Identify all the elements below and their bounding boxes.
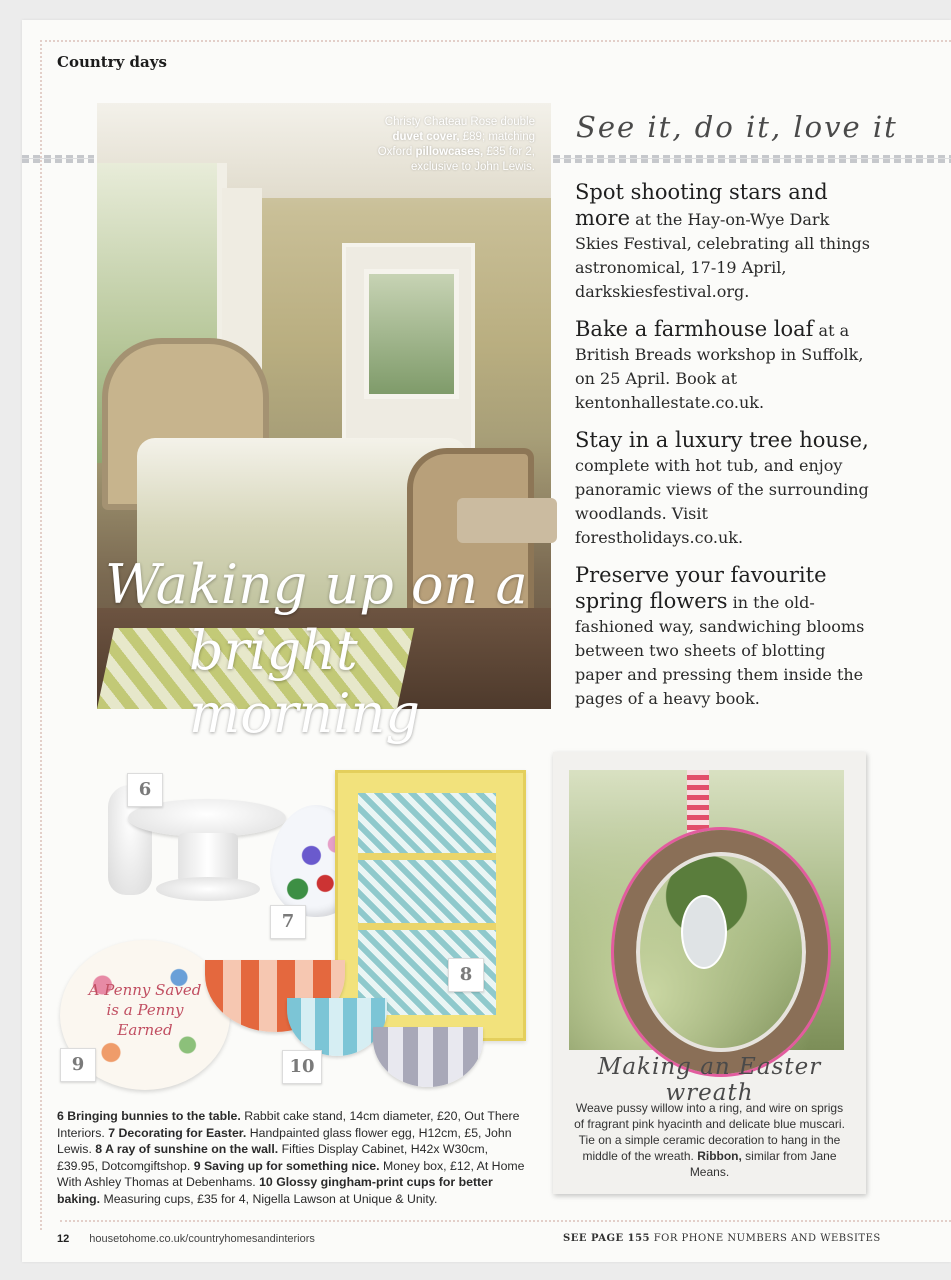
stitch-border-bottom: [60, 1220, 951, 1222]
products-caption: 6 Bringing bunnies to the table. Rabbit cake stand, 14cm diameter, £20, Out There Interiors. 7 Decorating for Easter. Handpainted glass flower egg, H12cm, £5, John Lewis. 8 A ray of sunshine on the wall. Fifties Display Cabinet, H42x W30cm, £39.95, Dotcomgiftshop. 9 Saving up for something nice. Money box, £12, At Home With Ashley Thomas at Debenhams. 10 Glossy gingham-print cups for better baking. Measuring cups, £35 for 4, Nigella Lawson at Unique & Unity.: [57, 1109, 525, 1206]
stitch-border-top: [40, 40, 951, 42]
product-number-tag: 9: [60, 1048, 96, 1082]
script-title-line1: Waking up on a: [105, 553, 528, 616]
see-it-heading: See it, do it, love it: [576, 110, 898, 144]
wreath-polaroid: [553, 752, 866, 1194]
product-number-tag: 10: [282, 1050, 322, 1084]
see-it-item: Preserve your favourite spring flowers in the old-fashioned way, sandwiching blooms between two sheets of blotting paper and pressing them inside the pages of a heavy book.: [575, 563, 865, 708]
measuring-cup: [373, 1027, 483, 1087]
photo-door: [342, 243, 475, 461]
see-it-item: Stay in a luxury tree house, complete with hot tub, and enjoy panoramic views of the surrounding woodlands. Visit forestholidays.co.uk.: [575, 428, 869, 547]
product-number-tag: 8: [448, 958, 484, 992]
bedroom-photo: [97, 103, 551, 745]
see-it-item: Spot shooting stars and more at the Hay-on-Wye Dark Skies Festival, celebrating all things astronomical, 17-19 April, darkskiesfestival.org.: [575, 180, 870, 301]
measuring-cup: [287, 998, 387, 1056]
footer-left: [57, 1233, 315, 1245]
wreath-title: Making an Easter wreath: [597, 1054, 822, 1106]
footer-url: housetohome.co.uk/countryhomesandinteriors: [89, 1233, 315, 1245]
wreath-text: Weave pussy willow into a ring, and wire on sprigs of fragrant pink hyacinth and delicate blue muscari. Tie on a simple ceramic decoration to hang in the middle of the wreath. Ribbon, similar from Jane Means.: [574, 1101, 845, 1179]
dash-divider-left: [22, 155, 94, 163]
product-number-tag: 6: [127, 773, 163, 807]
see-it-item: Bake a farmhouse loaf at a British Breads workshop in Suffolk, on 25 April. Book at kentonhallestate.co.uk.: [575, 317, 864, 412]
stitch-border-left: [40, 40, 42, 1230]
products-collage: [55, 765, 530, 1100]
wreath-photo: [569, 770, 844, 1050]
script-title-line2: bright morning: [189, 619, 420, 745]
product-number-tag: 7: [270, 905, 306, 939]
photo-bench: [457, 498, 557, 543]
page-number: 12: [57, 1233, 70, 1245]
photo-caption: Christy Chateau Rose double duvet cover, £89; matching Oxford pillowcases, £35 for 2, exclusive to John Lewis.: [377, 116, 535, 173]
section-label: Country days: [57, 53, 167, 71]
money-box-text: A Penny Saved is a Penny Earned: [88, 981, 202, 1039]
footer-right: SEE PAGE 155 FOR PHONE NUMBERS AND WEBSITES: [563, 1233, 881, 1244]
dash-divider-right: [553, 155, 951, 163]
see-it-list: [575, 180, 875, 724]
